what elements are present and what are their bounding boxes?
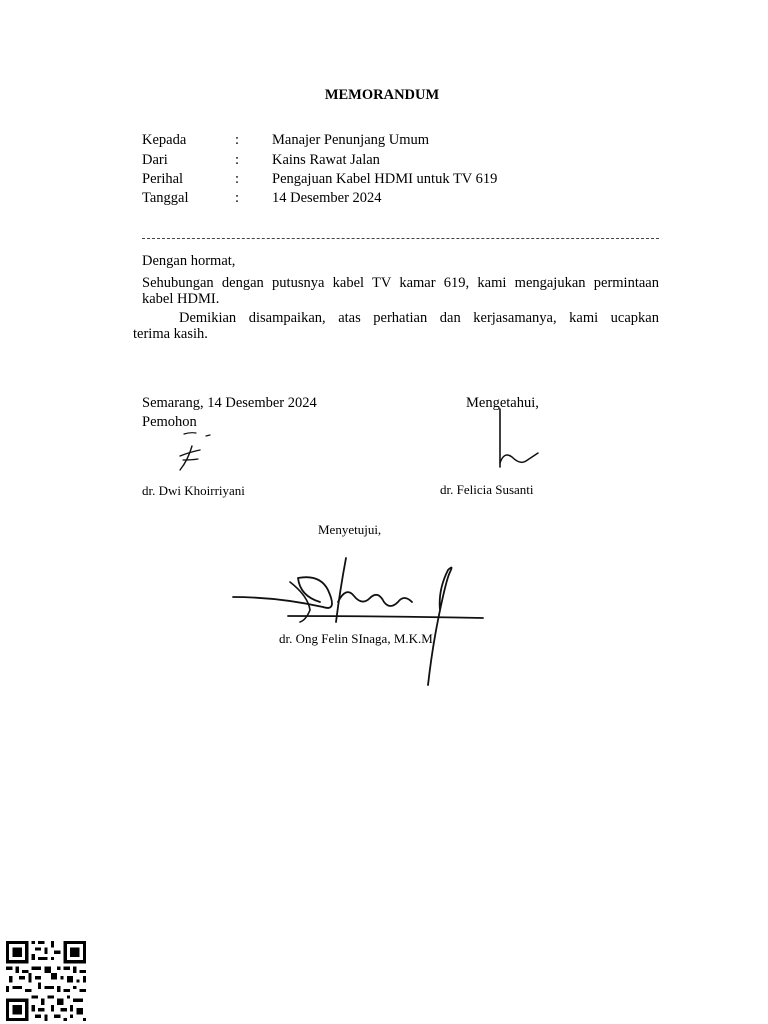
header-value-dari: Kains Rawat Jalan [272,152,380,168]
acknowledge-name: dr. Felicia Susanti [440,482,534,497]
paragraph-1-line-1: Sehubungan dengan putusnya kabel TV kamar 619, kami mengajukan permintaan [142,275,659,291]
paragraph-2-line-2: terima kasih. [133,326,208,342]
header-label-kepada: Kepada [142,132,187,148]
header-divider [142,238,659,239]
paragraph-1-line-2: kabel HDMI. [142,291,220,307]
header-separator: : [235,190,240,206]
header-separator: : [235,152,240,168]
approve-name: dr. Ong Felin SInaga, M.K.M [279,631,433,646]
header-separator: : [235,171,240,187]
approve-role: Menyetujui, [318,522,382,537]
applicant-name: dr. Dwi Khoirriyani [142,483,245,498]
header-value-kepada: Manajer Penunjang Umum [272,132,430,148]
applicant-signature [170,430,220,475]
paragraph-2-line-1: Demikian disampaikan, atas perhatian dan kerjasamanya, kami ucapkan [179,310,659,326]
acknowledge-role: Mengetahui, [466,395,539,411]
approver-signature [228,550,488,695]
qr-code [4,941,88,1021]
acknowledge-signature [490,405,550,475]
place-date: Semarang, 14 Desember 2024 [142,395,317,411]
header-label-tanggal: Tanggal [142,190,189,206]
header-label-perihal: Perihal [142,171,184,187]
header-value-tanggal: 14 Desember 2024 [272,190,382,206]
header-separator: : [235,132,240,148]
memo-title: MEMORANDUM [324,87,440,103]
header-label-dari: Dari [142,152,168,168]
greeting: Dengan hormat, [142,253,236,269]
applicant-role: Pemohon [142,414,197,430]
header-value-perihal: Pengajuan Kabel HDMI untuk TV 619 [272,171,498,187]
